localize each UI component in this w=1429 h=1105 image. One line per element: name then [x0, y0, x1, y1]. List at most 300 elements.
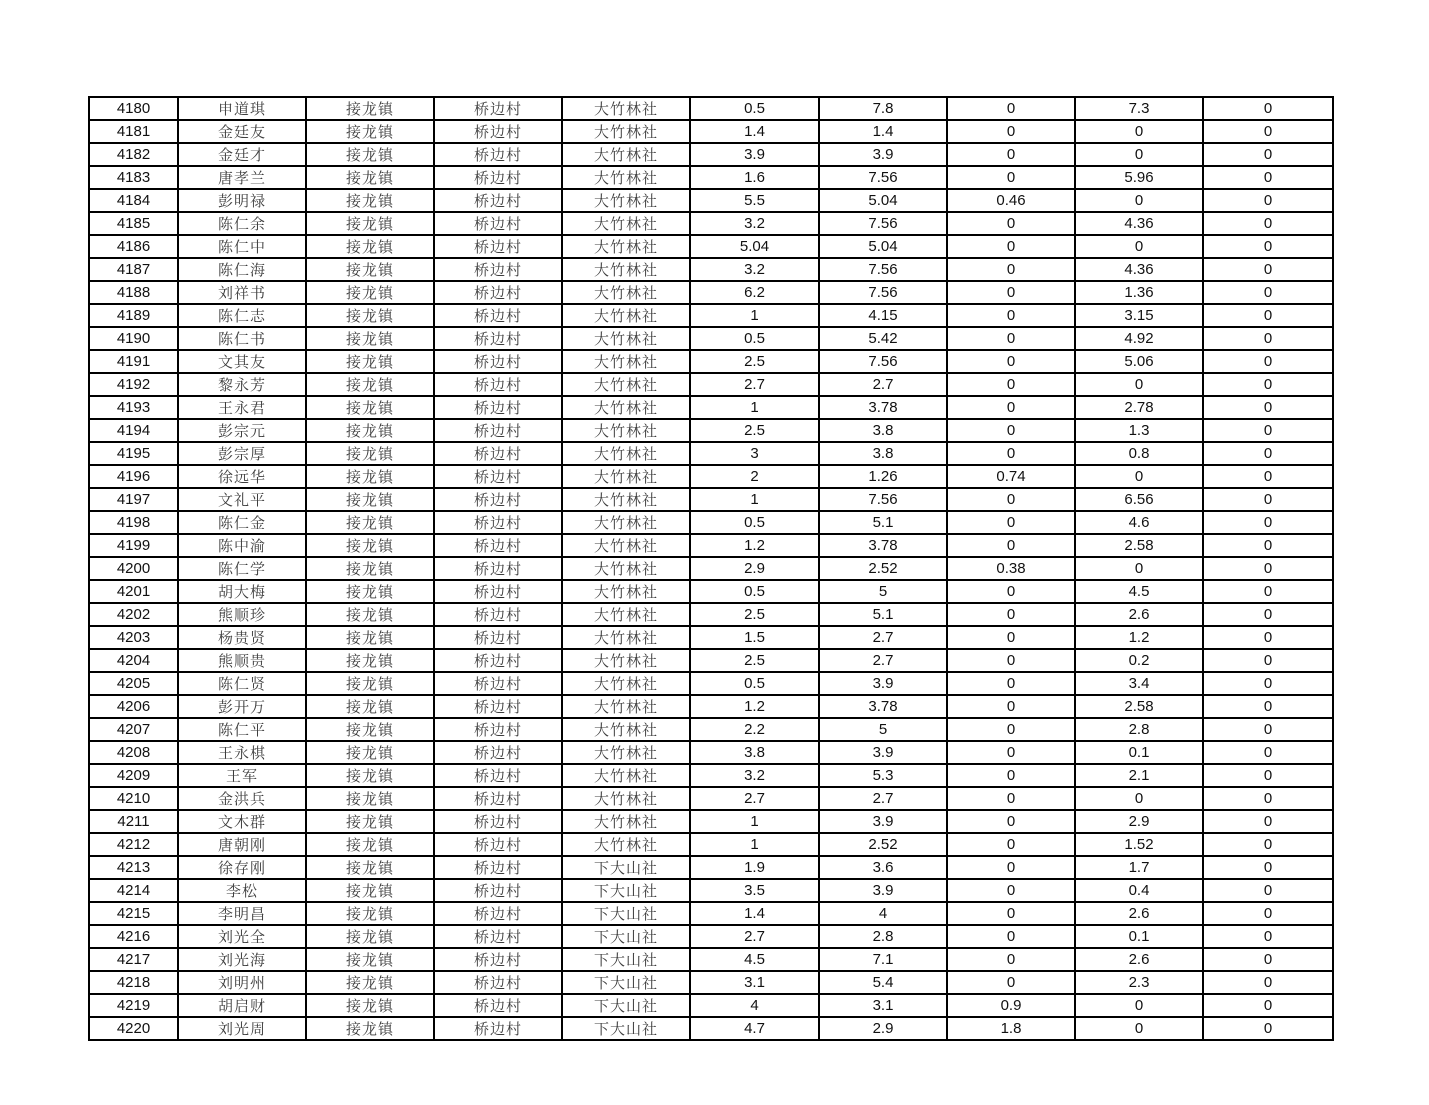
cell-name: 熊顺珍 [178, 603, 306, 626]
cell-value-5: 0 [1203, 994, 1333, 1017]
table-row [89, 672, 1333, 695]
cell-value-4: 1.7 [1075, 856, 1203, 879]
cell-name: 陈仁余 [178, 212, 306, 235]
cell-name: 杨贵贤 [178, 626, 306, 649]
cell-hamlet: 下大山社 [562, 856, 690, 879]
cell-town: 接龙镇 [306, 672, 434, 695]
cell-village: 桥边村 [434, 649, 562, 672]
cell-village: 桥边村 [434, 488, 562, 511]
cell-name: 李明昌 [178, 902, 306, 925]
cell-value-1: 1 [690, 396, 819, 419]
cell-value-3: 0 [947, 281, 1075, 304]
cell-id: 4214 [89, 879, 178, 902]
cell-hamlet: 大竹林社 [562, 718, 690, 741]
cell-value-2: 7.1 [819, 948, 947, 971]
cell-value-3: 0 [947, 396, 1075, 419]
cell-hamlet: 大竹林社 [562, 649, 690, 672]
cell-town: 接龙镇 [306, 741, 434, 764]
cell-town: 接龙镇 [306, 189, 434, 212]
cell-value-1: 1.2 [690, 695, 819, 718]
cell-id: 4209 [89, 764, 178, 787]
cell-value-2: 1.26 [819, 465, 947, 488]
cell-village: 桥边村 [434, 741, 562, 764]
cell-value-1: 0.5 [690, 97, 819, 120]
cell-hamlet: 大竹林社 [562, 534, 690, 557]
cell-value-1: 3.2 [690, 212, 819, 235]
cell-hamlet: 大竹林社 [562, 419, 690, 442]
cell-id: 4215 [89, 902, 178, 925]
cell-value-4: 2.8 [1075, 718, 1203, 741]
cell-name: 刘光全 [178, 925, 306, 948]
cell-id: 4199 [89, 534, 178, 557]
cell-value-3: 0 [947, 419, 1075, 442]
cell-value-5: 0 [1203, 143, 1333, 166]
cell-value-1: 5.5 [690, 189, 819, 212]
cell-name: 刘祥书 [178, 281, 306, 304]
cell-value-3: 1.8 [947, 1017, 1075, 1040]
cell-value-4: 3.4 [1075, 672, 1203, 695]
cell-name: 刘光周 [178, 1017, 306, 1040]
cell-id: 4213 [89, 856, 178, 879]
cell-hamlet: 大竹林社 [562, 304, 690, 327]
table-row [89, 925, 1333, 948]
table-row [89, 994, 1333, 1017]
cell-value-5: 0 [1203, 534, 1333, 557]
cell-village: 桥边村 [434, 1017, 562, 1040]
cell-id: 4187 [89, 258, 178, 281]
cell-value-5: 0 [1203, 1017, 1333, 1040]
cell-town: 接龙镇 [306, 649, 434, 672]
cell-value-4: 0 [1075, 557, 1203, 580]
cell-value-2: 5.1 [819, 511, 947, 534]
cell-name: 徐远华 [178, 465, 306, 488]
cell-value-2: 3.6 [819, 856, 947, 879]
table-row [89, 787, 1333, 810]
cell-value-5: 0 [1203, 396, 1333, 419]
cell-value-4: 1.3 [1075, 419, 1203, 442]
cell-value-2: 2.7 [819, 626, 947, 649]
cell-value-3: 0 [947, 166, 1075, 189]
table-row [89, 971, 1333, 994]
table-row [89, 120, 1333, 143]
cell-town: 接龙镇 [306, 396, 434, 419]
cell-value-5: 0 [1203, 741, 1333, 764]
cell-village: 桥边村 [434, 672, 562, 695]
cell-value-5: 0 [1203, 419, 1333, 442]
table-row [89, 833, 1333, 856]
cell-value-1: 4.7 [690, 1017, 819, 1040]
cell-value-5: 0 [1203, 97, 1333, 120]
cell-name: 金洪兵 [178, 787, 306, 810]
cell-value-1: 2.5 [690, 419, 819, 442]
cell-hamlet: 大竹林社 [562, 143, 690, 166]
cell-value-2: 3.78 [819, 534, 947, 557]
cell-value-3: 0 [947, 258, 1075, 281]
cell-value-4: 1.36 [1075, 281, 1203, 304]
cell-hamlet: 大竹林社 [562, 557, 690, 580]
cell-hamlet: 大竹林社 [562, 764, 690, 787]
cell-value-2: 7.56 [819, 488, 947, 511]
cell-value-2: 7.56 [819, 281, 947, 304]
cell-value-2: 4.15 [819, 304, 947, 327]
cell-value-2: 5.42 [819, 327, 947, 350]
cell-id: 4212 [89, 833, 178, 856]
cell-value-2: 5.04 [819, 189, 947, 212]
cell-value-5: 0 [1203, 649, 1333, 672]
cell-village: 桥边村 [434, 603, 562, 626]
cell-id: 4188 [89, 281, 178, 304]
cell-village: 桥边村 [434, 902, 562, 925]
cell-id: 4197 [89, 488, 178, 511]
cell-hamlet: 大竹林社 [562, 580, 690, 603]
cell-name: 陈仁学 [178, 557, 306, 580]
cell-value-3: 0 [947, 649, 1075, 672]
cell-id: 4207 [89, 718, 178, 741]
cell-value-4: 2.58 [1075, 695, 1203, 718]
cell-village: 桥边村 [434, 764, 562, 787]
table-row [89, 281, 1333, 304]
cell-value-2: 3.8 [819, 442, 947, 465]
table-row [89, 879, 1333, 902]
cell-value-1: 3.5 [690, 879, 819, 902]
cell-name: 陈仁金 [178, 511, 306, 534]
cell-value-1: 2.5 [690, 649, 819, 672]
cell-value-4: 0 [1075, 465, 1203, 488]
cell-village: 桥边村 [434, 994, 562, 1017]
cell-name: 陈仁平 [178, 718, 306, 741]
cell-name: 金廷友 [178, 120, 306, 143]
cell-id: 4205 [89, 672, 178, 695]
cell-value-2: 1.4 [819, 120, 947, 143]
cell-town: 接龙镇 [306, 419, 434, 442]
cell-value-1: 2 [690, 465, 819, 488]
cell-value-3: 0 [947, 626, 1075, 649]
cell-value-1: 4 [690, 994, 819, 1017]
cell-value-2: 5 [819, 718, 947, 741]
cell-value-3: 0 [947, 902, 1075, 925]
cell-value-5: 0 [1203, 856, 1333, 879]
cell-value-4: 4.6 [1075, 511, 1203, 534]
table-row [89, 764, 1333, 787]
cell-value-3: 0 [947, 580, 1075, 603]
cell-value-5: 0 [1203, 810, 1333, 833]
cell-value-2: 7.56 [819, 258, 947, 281]
cell-id: 4181 [89, 120, 178, 143]
cell-value-1: 4.5 [690, 948, 819, 971]
cell-value-1: 2.7 [690, 787, 819, 810]
cell-value-3: 0 [947, 856, 1075, 879]
table-row [89, 350, 1333, 373]
cell-village: 桥边村 [434, 258, 562, 281]
cell-value-1: 3.2 [690, 764, 819, 787]
cell-value-5: 0 [1203, 488, 1333, 511]
cell-value-3: 0 [947, 442, 1075, 465]
cell-name: 陈仁海 [178, 258, 306, 281]
cell-name: 彭明禄 [178, 189, 306, 212]
cell-name: 王永棋 [178, 741, 306, 764]
cell-town: 接龙镇 [306, 465, 434, 488]
table-row [89, 1017, 1333, 1040]
cell-town: 接龙镇 [306, 856, 434, 879]
cell-value-1: 2.5 [690, 350, 819, 373]
cell-town: 接龙镇 [306, 143, 434, 166]
cell-name: 李松 [178, 879, 306, 902]
cell-village: 桥边村 [434, 373, 562, 396]
cell-town: 接龙镇 [306, 718, 434, 741]
cell-value-1: 2.2 [690, 718, 819, 741]
table-row [89, 948, 1333, 971]
cell-value-2: 4 [819, 902, 947, 925]
cell-name: 徐存刚 [178, 856, 306, 879]
cell-town: 接龙镇 [306, 925, 434, 948]
table-row [89, 396, 1333, 419]
cell-hamlet: 大竹林社 [562, 672, 690, 695]
cell-value-2: 2.8 [819, 925, 947, 948]
cell-value-4: 0.1 [1075, 741, 1203, 764]
table-row [89, 235, 1333, 258]
cell-value-4: 3.15 [1075, 304, 1203, 327]
cell-value-3: 0 [947, 488, 1075, 511]
cell-hamlet: 大竹林社 [562, 465, 690, 488]
table-row [89, 143, 1333, 166]
cell-value-2: 3.9 [819, 879, 947, 902]
cell-town: 接龙镇 [306, 120, 434, 143]
cell-id: 4196 [89, 465, 178, 488]
cell-name: 金廷才 [178, 143, 306, 166]
cell-value-4: 6.56 [1075, 488, 1203, 511]
cell-village: 桥边村 [434, 235, 562, 258]
cell-value-4: 2.1 [1075, 764, 1203, 787]
cell-value-5: 0 [1203, 442, 1333, 465]
cell-value-2: 7.56 [819, 166, 947, 189]
cell-village: 桥边村 [434, 166, 562, 189]
cell-value-3: 0 [947, 948, 1075, 971]
cell-hamlet: 大竹林社 [562, 396, 690, 419]
cell-village: 桥边村 [434, 281, 562, 304]
cell-town: 接龙镇 [306, 764, 434, 787]
cell-hamlet: 大竹林社 [562, 626, 690, 649]
cell-value-2: 5 [819, 580, 947, 603]
cell-value-2: 2.7 [819, 649, 947, 672]
cell-village: 桥边村 [434, 695, 562, 718]
table-row [89, 557, 1333, 580]
cell-value-5: 0 [1203, 580, 1333, 603]
cell-value-3: 0 [947, 235, 1075, 258]
cell-name: 刘光海 [178, 948, 306, 971]
cell-village: 桥边村 [434, 304, 562, 327]
cell-hamlet: 大竹林社 [562, 810, 690, 833]
cell-value-5: 0 [1203, 626, 1333, 649]
cell-value-2: 3.9 [819, 810, 947, 833]
cell-value-5: 0 [1203, 672, 1333, 695]
cell-id: 4195 [89, 442, 178, 465]
cell-value-4: 2.3 [1075, 971, 1203, 994]
cell-hamlet: 大竹林社 [562, 120, 690, 143]
cell-value-4: 4.36 [1075, 212, 1203, 235]
cell-hamlet: 大竹林社 [562, 787, 690, 810]
cell-hamlet: 大竹林社 [562, 741, 690, 764]
cell-value-2: 3.9 [819, 143, 947, 166]
cell-town: 接龙镇 [306, 304, 434, 327]
table-row [89, 442, 1333, 465]
cell-value-3: 0.74 [947, 465, 1075, 488]
table-row [89, 649, 1333, 672]
cell-value-5: 0 [1203, 120, 1333, 143]
cell-value-2: 2.9 [819, 1017, 947, 1040]
cell-value-1: 2.5 [690, 603, 819, 626]
cell-value-4: 2.6 [1075, 902, 1203, 925]
cell-town: 接龙镇 [306, 833, 434, 856]
cell-town: 接龙镇 [306, 166, 434, 189]
cell-village: 桥边村 [434, 511, 562, 534]
cell-village: 桥边村 [434, 833, 562, 856]
table-row [89, 212, 1333, 235]
cell-value-1: 1.4 [690, 120, 819, 143]
cell-value-1: 3.9 [690, 143, 819, 166]
cell-town: 接龙镇 [306, 879, 434, 902]
cell-town: 接龙镇 [306, 557, 434, 580]
table-row [89, 810, 1333, 833]
table-body [89, 97, 1333, 1040]
cell-value-2: 3.78 [819, 396, 947, 419]
table-row [89, 902, 1333, 925]
table-row [89, 603, 1333, 626]
cell-value-4: 2.58 [1075, 534, 1203, 557]
cell-value-2: 2.52 [819, 557, 947, 580]
cell-name: 王永君 [178, 396, 306, 419]
cell-value-5: 0 [1203, 557, 1333, 580]
cell-value-2: 5.1 [819, 603, 947, 626]
cell-hamlet: 大竹林社 [562, 442, 690, 465]
cell-id: 4191 [89, 350, 178, 373]
table-row [89, 166, 1333, 189]
cell-value-5: 0 [1203, 327, 1333, 350]
cell-value-3: 0 [947, 327, 1075, 350]
cell-town: 接龙镇 [306, 511, 434, 534]
cell-id: 4180 [89, 97, 178, 120]
cell-name: 王军 [178, 764, 306, 787]
cell-value-5: 0 [1203, 764, 1333, 787]
cell-value-5: 0 [1203, 879, 1333, 902]
cell-value-4: 0.4 [1075, 879, 1203, 902]
cell-village: 桥边村 [434, 97, 562, 120]
cell-village: 桥边村 [434, 396, 562, 419]
cell-town: 接龙镇 [306, 442, 434, 465]
cell-value-3: 0 [947, 925, 1075, 948]
cell-id: 4220 [89, 1017, 178, 1040]
cell-value-2: 3.9 [819, 741, 947, 764]
cell-value-4: 2.6 [1075, 948, 1203, 971]
cell-hamlet: 大竹林社 [562, 166, 690, 189]
table-row [89, 465, 1333, 488]
cell-value-4: 1.2 [1075, 626, 1203, 649]
cell-town: 接龙镇 [306, 97, 434, 120]
cell-value-3: 0 [947, 971, 1075, 994]
cell-village: 桥边村 [434, 718, 562, 741]
cell-value-2: 2.7 [819, 787, 947, 810]
cell-value-3: 0 [947, 373, 1075, 396]
cell-town: 接龙镇 [306, 488, 434, 511]
cell-village: 桥边村 [434, 442, 562, 465]
cell-id: 4186 [89, 235, 178, 258]
cell-village: 桥边村 [434, 557, 562, 580]
cell-hamlet: 下大山社 [562, 994, 690, 1017]
cell-id: 4218 [89, 971, 178, 994]
cell-value-5: 0 [1203, 902, 1333, 925]
cell-name: 黎永芳 [178, 373, 306, 396]
cell-name: 刘明州 [178, 971, 306, 994]
cell-value-5: 0 [1203, 787, 1333, 810]
cell-town: 接龙镇 [306, 1017, 434, 1040]
cell-value-3: 0.9 [947, 994, 1075, 1017]
cell-village: 桥边村 [434, 419, 562, 442]
cell-value-3: 0 [947, 764, 1075, 787]
table-row [89, 580, 1333, 603]
cell-value-4: 0 [1075, 787, 1203, 810]
cell-value-1: 0.5 [690, 511, 819, 534]
cell-village: 桥边村 [434, 580, 562, 603]
cell-hamlet: 大竹林社 [562, 189, 690, 212]
cell-town: 接龙镇 [306, 626, 434, 649]
cell-value-3: 0 [947, 350, 1075, 373]
cell-value-2: 2.52 [819, 833, 947, 856]
cell-value-2: 7.56 [819, 212, 947, 235]
cell-value-4: 4.36 [1075, 258, 1203, 281]
cell-value-4: 5.06 [1075, 350, 1203, 373]
cell-value-3: 0 [947, 212, 1075, 235]
cell-id: 4210 [89, 787, 178, 810]
cell-value-3: 0 [947, 695, 1075, 718]
cell-town: 接龙镇 [306, 603, 434, 626]
cell-value-2: 3.8 [819, 419, 947, 442]
cell-id: 4216 [89, 925, 178, 948]
cell-hamlet: 下大山社 [562, 879, 690, 902]
cell-value-5: 0 [1203, 718, 1333, 741]
cell-town: 接龙镇 [306, 902, 434, 925]
cell-hamlet: 下大山社 [562, 925, 690, 948]
cell-value-3: 0.46 [947, 189, 1075, 212]
cell-town: 接龙镇 [306, 350, 434, 373]
cell-village: 桥边村 [434, 327, 562, 350]
cell-value-5: 0 [1203, 189, 1333, 212]
cell-value-4: 0.1 [1075, 925, 1203, 948]
table-row [89, 695, 1333, 718]
cell-id: 4185 [89, 212, 178, 235]
cell-value-3: 0 [947, 787, 1075, 810]
cell-value-1: 1 [690, 304, 819, 327]
cell-id: 4204 [89, 649, 178, 672]
cell-id: 4202 [89, 603, 178, 626]
cell-value-4: 0.8 [1075, 442, 1203, 465]
table-row [89, 373, 1333, 396]
cell-value-5: 0 [1203, 304, 1333, 327]
cell-id: 4183 [89, 166, 178, 189]
cell-value-4: 7.3 [1075, 97, 1203, 120]
cell-value-4: 1.52 [1075, 833, 1203, 856]
cell-town: 接龙镇 [306, 373, 434, 396]
cell-hamlet: 大竹林社 [562, 281, 690, 304]
cell-value-1: 1.4 [690, 902, 819, 925]
cell-value-4: 0 [1075, 120, 1203, 143]
cell-village: 桥边村 [434, 787, 562, 810]
cell-value-1: 1.2 [690, 534, 819, 557]
cell-value-3: 0 [947, 833, 1075, 856]
cell-value-3: 0.38 [947, 557, 1075, 580]
cell-value-2: 3.78 [819, 695, 947, 718]
cell-village: 桥边村 [434, 143, 562, 166]
cell-value-1: 2.7 [690, 373, 819, 396]
cell-id: 4198 [89, 511, 178, 534]
